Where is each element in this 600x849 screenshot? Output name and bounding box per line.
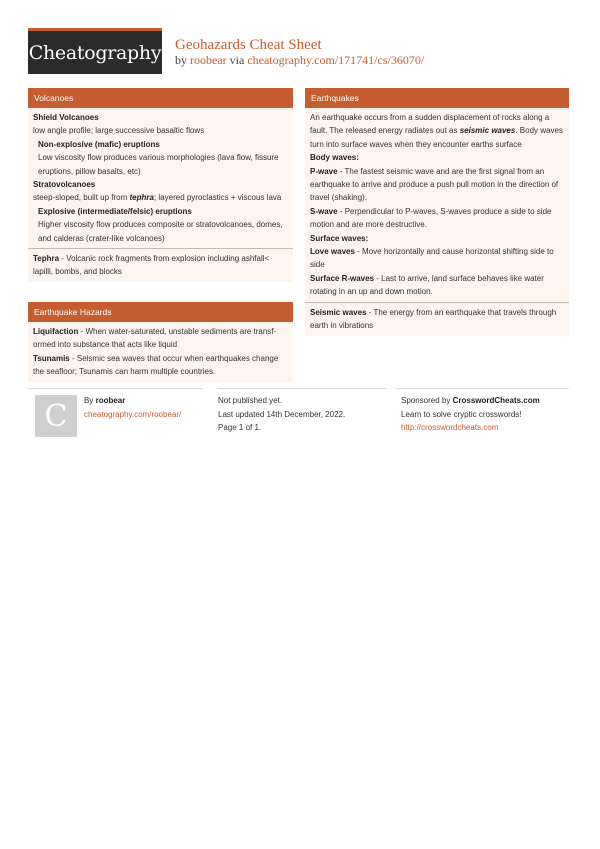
p-wave-item: [310, 165, 564, 205]
author-link[interactable]: roobear: [190, 53, 227, 67]
love-waves-term: Love waves: [310, 247, 355, 257]
earthquakes-intro: [310, 111, 564, 151]
tephra-term: Tephra: [33, 254, 60, 264]
sponsor-tagline: Learn to solve cryptic crosswords!: [401, 409, 522, 419]
avatar-letter: C: [44, 398, 68, 434]
footer-divider-2: [218, 388, 386, 389]
love-waves-item: [310, 245, 564, 272]
sponsor-pre: Sponsored by: [401, 396, 451, 405]
logo-text: Cheatography: [28, 41, 162, 64]
sponsor-line: [401, 394, 540, 408]
tsunamis-term: Tsunamis: [33, 353, 70, 363]
s-wave-desc: - Perpendicular to P-waves, S-waves produce a side to side motion and are more destructive.: [310, 206, 552, 230]
strato-desc-em: tephra: [129, 193, 154, 203]
author-profile-link[interactable]: cheatography.com/roobear/: [84, 409, 182, 419]
intro-post: . Body waves turn into surface waves when they encounter earths surface: [310, 126, 563, 149]
page-title: Geohazards Cheat Sheet: [175, 37, 322, 53]
tsunamis-item: [33, 352, 288, 379]
seismic-waves-row: [305, 302, 569, 336]
intro-em: seismic waves: [459, 126, 516, 136]
volcanoes-types: [28, 108, 293, 248]
footer-author-name: roobear: [95, 396, 126, 405]
tephra-row: [28, 248, 293, 282]
liquifaction-desc: - When water-saturated, unstable sediments are transformed into substance that acts like liquid: [33, 327, 277, 350]
footer-divider-3: [396, 388, 569, 389]
non-explosive-desc-text: Low viscosity flow produces various morphologies (lava flow, fissure eruptions, pillow basalts, etc): [38, 153, 279, 176]
surface-waves-title: Surface waves:: [310, 233, 369, 243]
footer-divider-1: [28, 388, 203, 389]
footer-by: By: [84, 396, 94, 405]
shield-volcanoes-title: Shield Volcanoes: [33, 113, 99, 122]
strato-desc-pre: steep-sloped, built up from: [33, 193, 130, 203]
published-status: Not published yet.: [218, 396, 283, 405]
earthquake-hazards-panel: [28, 302, 293, 382]
stratovolcanoes-title: Stratovolcanoes: [33, 180, 96, 190]
s-wave-term: S-wave: [310, 206, 338, 216]
footer-author: [84, 394, 181, 421]
explosive-desc: Higher viscosity flow produces composite or stratovolcanoes, domes, and calderas (crater-like volcanoes): [38, 220, 283, 243]
avatar: [35, 395, 77, 437]
intro-pre: An earthquake occurs from a sudden displacement of rocks along a fault. The released energy radiates out as: [310, 113, 550, 136]
sheet-url-link[interactable]: cheatography.com/171741/cs/36070/: [247, 53, 425, 67]
earthquakes-panel: [305, 88, 569, 336]
footer-sponsor: [401, 394, 540, 435]
last-updated: Last updated 14th December, 2022.: [218, 409, 346, 419]
p-wave-term: P-wave: [310, 166, 338, 176]
r-waves-desc: - Last to arrive, land surface behaves like water rotating in an up and down motion.: [310, 273, 544, 297]
sponsor-link[interactable]: http://crosswordcheats.com: [401, 423, 499, 432]
cheatography-logo[interactable]: [28, 28, 162, 74]
explosive-title: Explosive (intermediate/felsic) eruptions: [38, 206, 192, 216]
earthquakes-body: [305, 108, 569, 302]
stratovolcanoes-desc: [33, 191, 288, 204]
volcanoes-panel: [28, 88, 293, 282]
s-wave-item: [310, 205, 564, 232]
sponsor-name: CrosswordCheats.com: [452, 396, 540, 405]
seismic-waves-term: Seismic waves: [310, 307, 367, 317]
shield-volcanoes-desc: low angle profile; large successive basaltic flows: [33, 126, 205, 136]
tsunamis-desc: - Seismic sea waves that occur when earthquakes change the seafloor; Tsunamis can harm multiple countries.: [33, 353, 279, 377]
liquifaction-term: Liquifaction: [33, 327, 79, 336]
earthquakes-heading: Earthquakes: [305, 88, 569, 108]
seismic-waves-desc: - The energy from an earthquake that travels through earth in vibrations: [310, 307, 557, 331]
byline-via: via: [229, 53, 245, 67]
non-explosive-desc: [33, 151, 288, 178]
strato-desc-post: ; layered pyroclastics + viscous lava: [153, 193, 282, 203]
earthquake-hazards-heading: Earthquake Hazards: [28, 302, 293, 322]
footer-by-line: [84, 394, 181, 408]
non-explosive-title: Non-explosive (mafic) eruptions: [38, 139, 160, 149]
byline: [175, 53, 424, 68]
hazards-list: [28, 322, 293, 382]
love-waves-desc: - Move horizontally and cause horizontal shifting side to side: [310, 247, 554, 270]
tephra-desc: - Volcanic rock fragments from explosion including ashfall< lapilli, bombs, and blocks: [33, 254, 270, 277]
volcanoes-heading: Volcanoes: [28, 88, 293, 108]
r-waves-item: [310, 272, 564, 299]
footer-meta: [218, 394, 345, 435]
page-number: Page 1 of 1.: [218, 423, 262, 432]
p-wave-desc: - The fastest seismic wave and are the first signal from an earthquake to arrive and produce a push pull motion in the direction of travel (shaking).: [310, 166, 559, 203]
body-waves-title: Body waves:: [310, 153, 359, 163]
r-waves-term: Surface R-waves: [310, 273, 375, 283]
liquifaction-item: [33, 325, 288, 352]
byline-by: by: [175, 53, 187, 67]
